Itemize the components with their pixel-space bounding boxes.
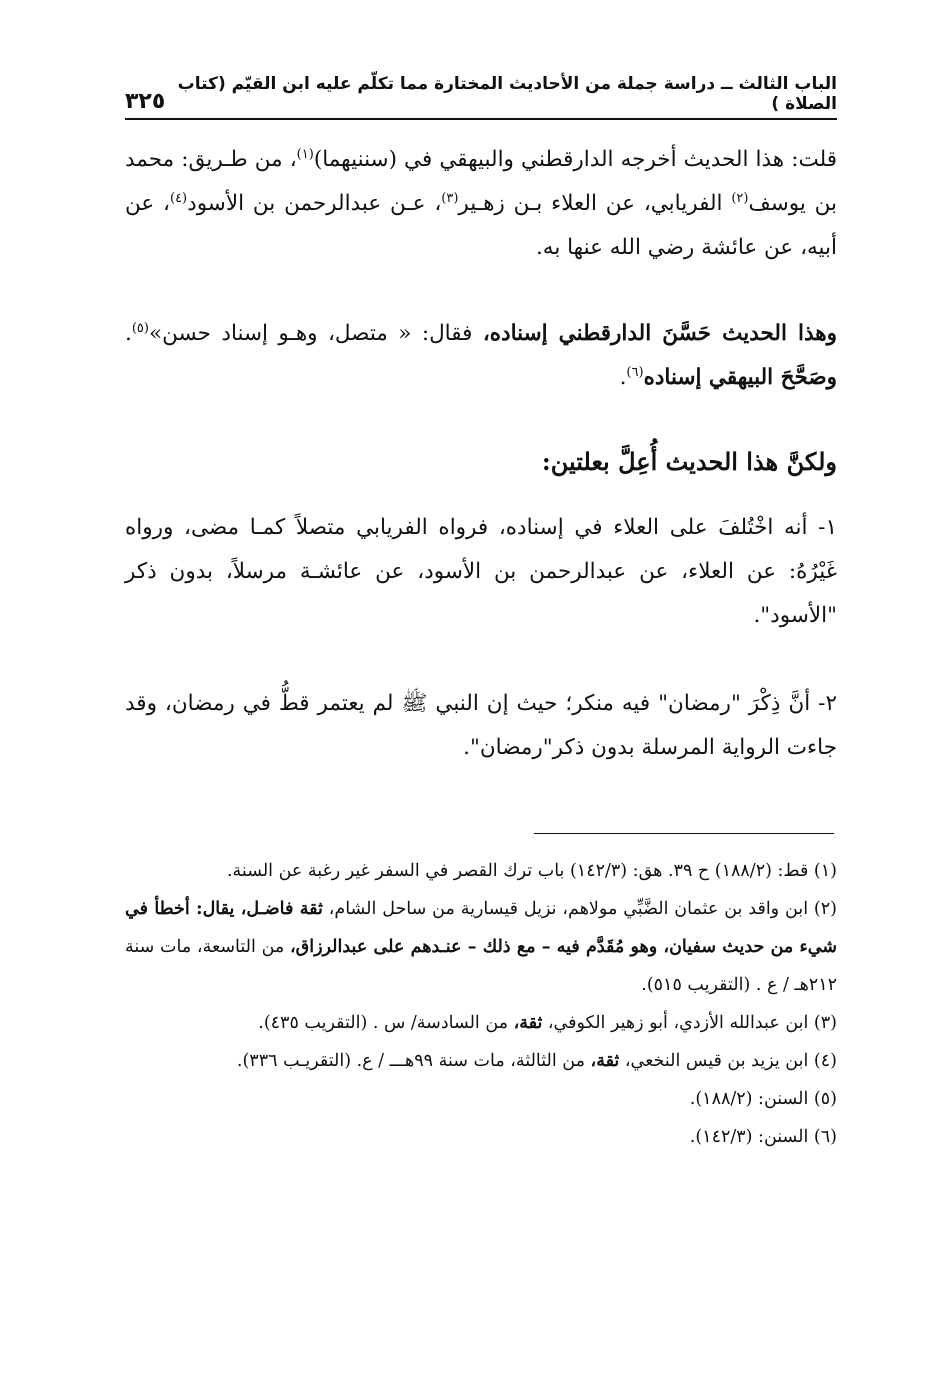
footnote-6: (٦) السنن: (١٤٢/٣). — [689, 1127, 837, 1147]
footnote-2 — [125, 890, 837, 1004]
footnote-ref[interactable]: (٢) — [731, 190, 749, 206]
text-segment: فقال: « متصل، وهـو إسناد حسن» — [148, 321, 483, 346]
text-segment: ، عن أبيه، عن عائشة رضي الله عنها به. — [125, 191, 837, 260]
footnote-5: (٥) السنن: (١٨٨/٢). — [689, 1089, 837, 1109]
text-segment: من السادسة/ س . (التقريب ٤٣٥). — [258, 1013, 514, 1033]
page-number: ٣٢٥ — [125, 89, 166, 114]
running-title: الباب الثالث ــ دراسة جملة من الأحاديث المختارة مما تكلّم عليه ابن القيّم (كتاب الصلاة ) — [177, 74, 837, 114]
section-heading: ولكنَّ هذا الحديث أُعِلَّ بعلتين: — [541, 447, 837, 476]
footnote-ref[interactable]: (٣) — [441, 190, 459, 206]
footnote-4 — [125, 1042, 837, 1080]
paragraph-illah-2: ٢- أنَّ ذِكْرَ "رمضان" فيه منكر؛ حيث إن النبي ﷺ لم يعتمر قطُّ في رمضان، وقد جاءت الرواية المرسلة بدون ذكر"رمضان". — [125, 691, 837, 760]
text-segment: قلت: هذا الحديث أخرجه الدارقطني والبيهقي في (سننيهما) — [313, 147, 837, 172]
footnote-1: (١) قط: (١٨٨/٢) ح ٣٩. هق: (١٤٢/٣) باب ترك القصر في السفر غير رغبة عن السنة. — [226, 861, 837, 881]
paragraph-takhrij — [125, 138, 837, 270]
footnotes — [125, 852, 837, 1156]
text-segment: الفريابي، عن العلاء بـن زهـير — [458, 191, 732, 216]
footnote-ref[interactable]: (٤) — [169, 190, 188, 206]
text-segment: (٤) ابن يزيد بن قيس النخعي، — [619, 1051, 837, 1071]
text-segment: ، من طـريق: محمد بن يوسف — [125, 147, 838, 216]
text-segment: . — [125, 321, 132, 346]
text-segment: (٣) ابن عبدالله الأزدي، أبو زهير الكوفي، — [542, 1013, 837, 1033]
text-segment: . — [619, 365, 627, 390]
footnote-separator — [534, 833, 834, 834]
footnote-3 — [125, 1004, 837, 1042]
bold-segment: وهذا الحديث حَسَّنَ الدارقطني إسناده، — [482, 321, 837, 346]
bold-segment: ثقة، — [590, 1051, 620, 1071]
bold-segment: وصَحَّحَ البيهقي إسناده — [643, 365, 837, 390]
footnote-ref[interactable]: (٥) — [131, 320, 149, 336]
text-segment: من الثالثة، مات سنة ٩٩هـــ / ع. (التقريـب ٣٣٦). — [236, 1051, 591, 1071]
bold-segment: ثقة، — [513, 1013, 543, 1033]
text-segment: (٢) ابن واقد بن عثمان الضَّبِّي مولاهم، نزيل قيسارية من ساحل الشام، — [322, 899, 837, 919]
footnote-ref[interactable]: (١) — [296, 146, 314, 162]
paragraph-grading — [125, 312, 837, 400]
text-segment: من التاسعة، مات سنة ٢١٢هـ / ع . (التقريب ٥١٥). — [125, 937, 837, 995]
text-segment: ، عـن عبدالرحمن بن الأسود — [187, 191, 442, 216]
paragraph-illah-1: ١- أنه اخْتُلفَ على العلاء في إسناده، فرواه الفريابي متصلاً كمـا مضى، ورواه غَيْرُهُ: عن العلاء، عن عبدالرحمن بن الأسود، عن عائشـة مرسلاً، بدون ذكر "الأسود". — [125, 515, 837, 628]
running-header — [125, 74, 837, 120]
footnote-ref[interactable]: (٦) — [626, 364, 644, 380]
bold-segment: ثقة فاضـل، يقال: أخطأ في شيء من حديث سفيان، وهو مُقَدَّم فيه – مع ذلك – عنـدهم على عبدالرزاق، — [125, 899, 837, 957]
